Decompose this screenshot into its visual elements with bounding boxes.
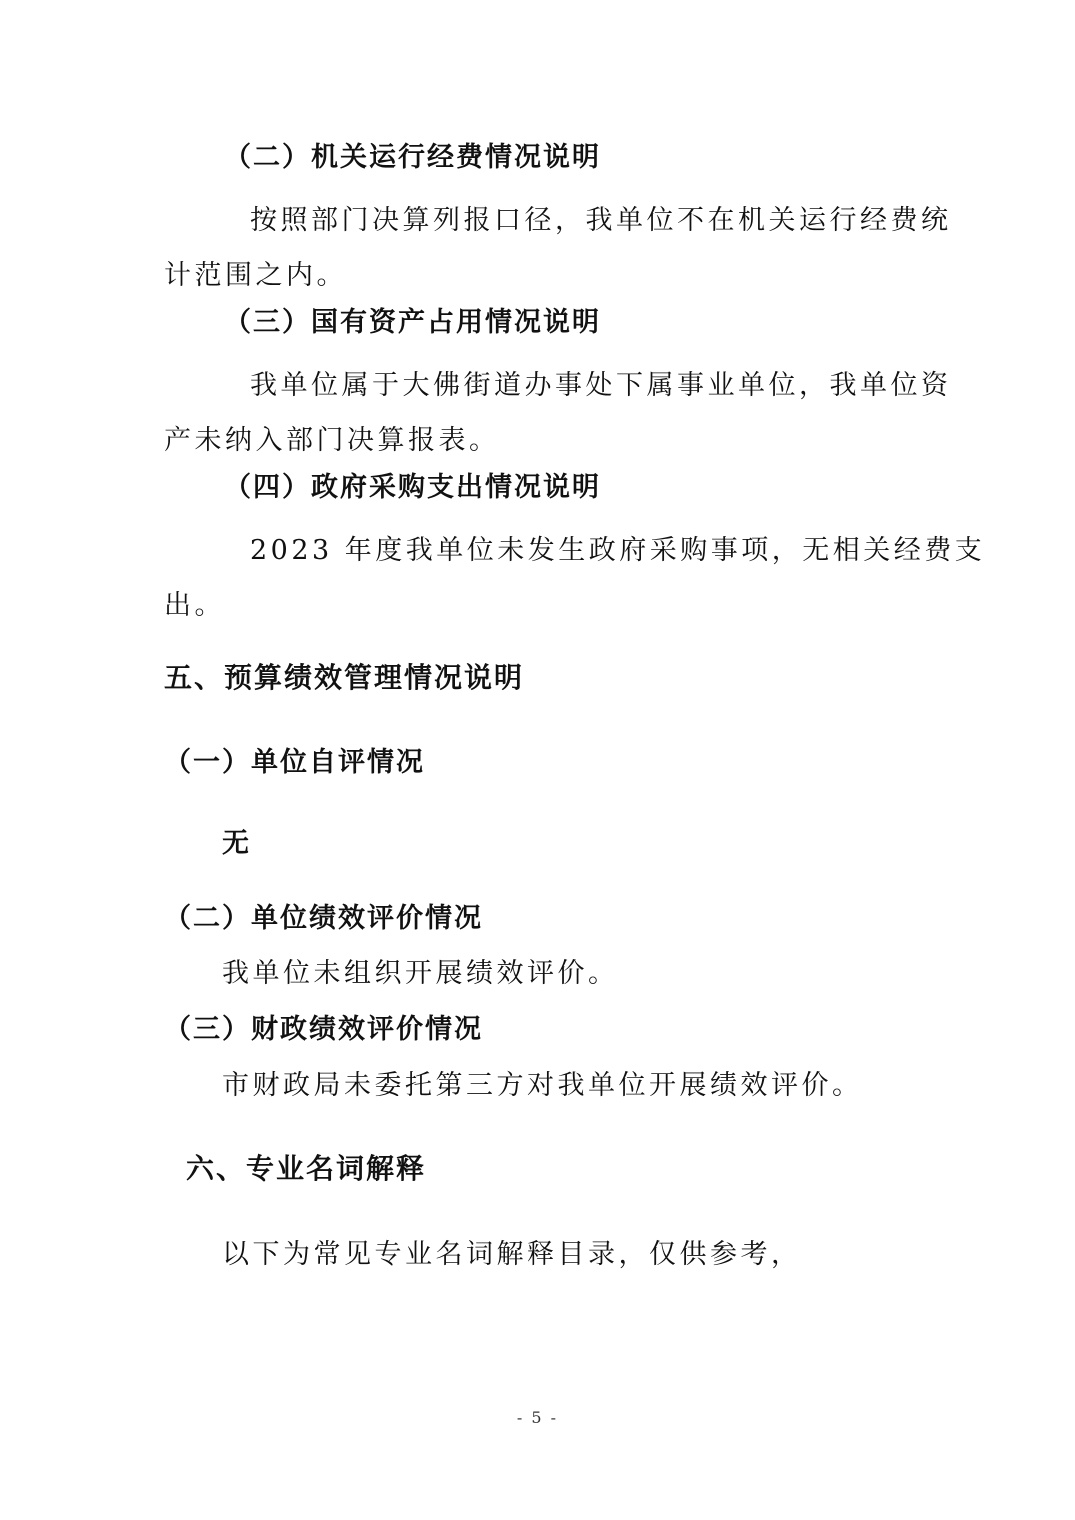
section-6-title: 六、专业名词解释	[186, 1152, 427, 1185]
section-4-4-paragraph-line-2: 出。	[164, 590, 225, 621]
section-5-2-body: 我单位未组织开展绩效评价。	[222, 958, 619, 989]
section-4-2-paragraph-line-1: 按照部门决算列报口径，我单位不在机关运行经费统	[250, 205, 952, 236]
section-4-2-title: （二）机关运行经费情况说明	[224, 142, 601, 173]
section-4-4-paragraph-line-1: 2023 年度我单位未发生政府采购事项，无相关经费支	[250, 535, 986, 566]
section-4-3-paragraph-line-2: 产未纳入部门决算报表。	[164, 425, 500, 456]
section-5-1-body: 无	[222, 828, 251, 859]
section-5-title: 五、预算绩效管理情况说明	[164, 661, 525, 694]
section-6-body: 以下为常见专业名词解释目录，仅供参考，	[222, 1239, 802, 1270]
section-5-2-title: （二）单位绩效评价情况	[164, 903, 483, 934]
section-4-2-paragraph-line-2: 计范围之内。	[164, 260, 347, 291]
section-4-4-title: （四）政府采购支出情况说明	[224, 472, 601, 503]
section-5-3-body: 市财政局未委托第三方对我单位开展绩效评价。	[222, 1070, 863, 1101]
page-number: - 5 -	[516, 1408, 559, 1427]
section-5-1-title: （一）单位自评情况	[164, 747, 425, 778]
section-5-3-title: （三）财政绩效评价情况	[164, 1014, 483, 1045]
section-4-3-paragraph-line-1: 我单位属于大佛街道办事处下属事业单位，我单位资	[250, 370, 952, 401]
section-4-3-title: （三）国有资产占用情况说明	[224, 307, 601, 338]
